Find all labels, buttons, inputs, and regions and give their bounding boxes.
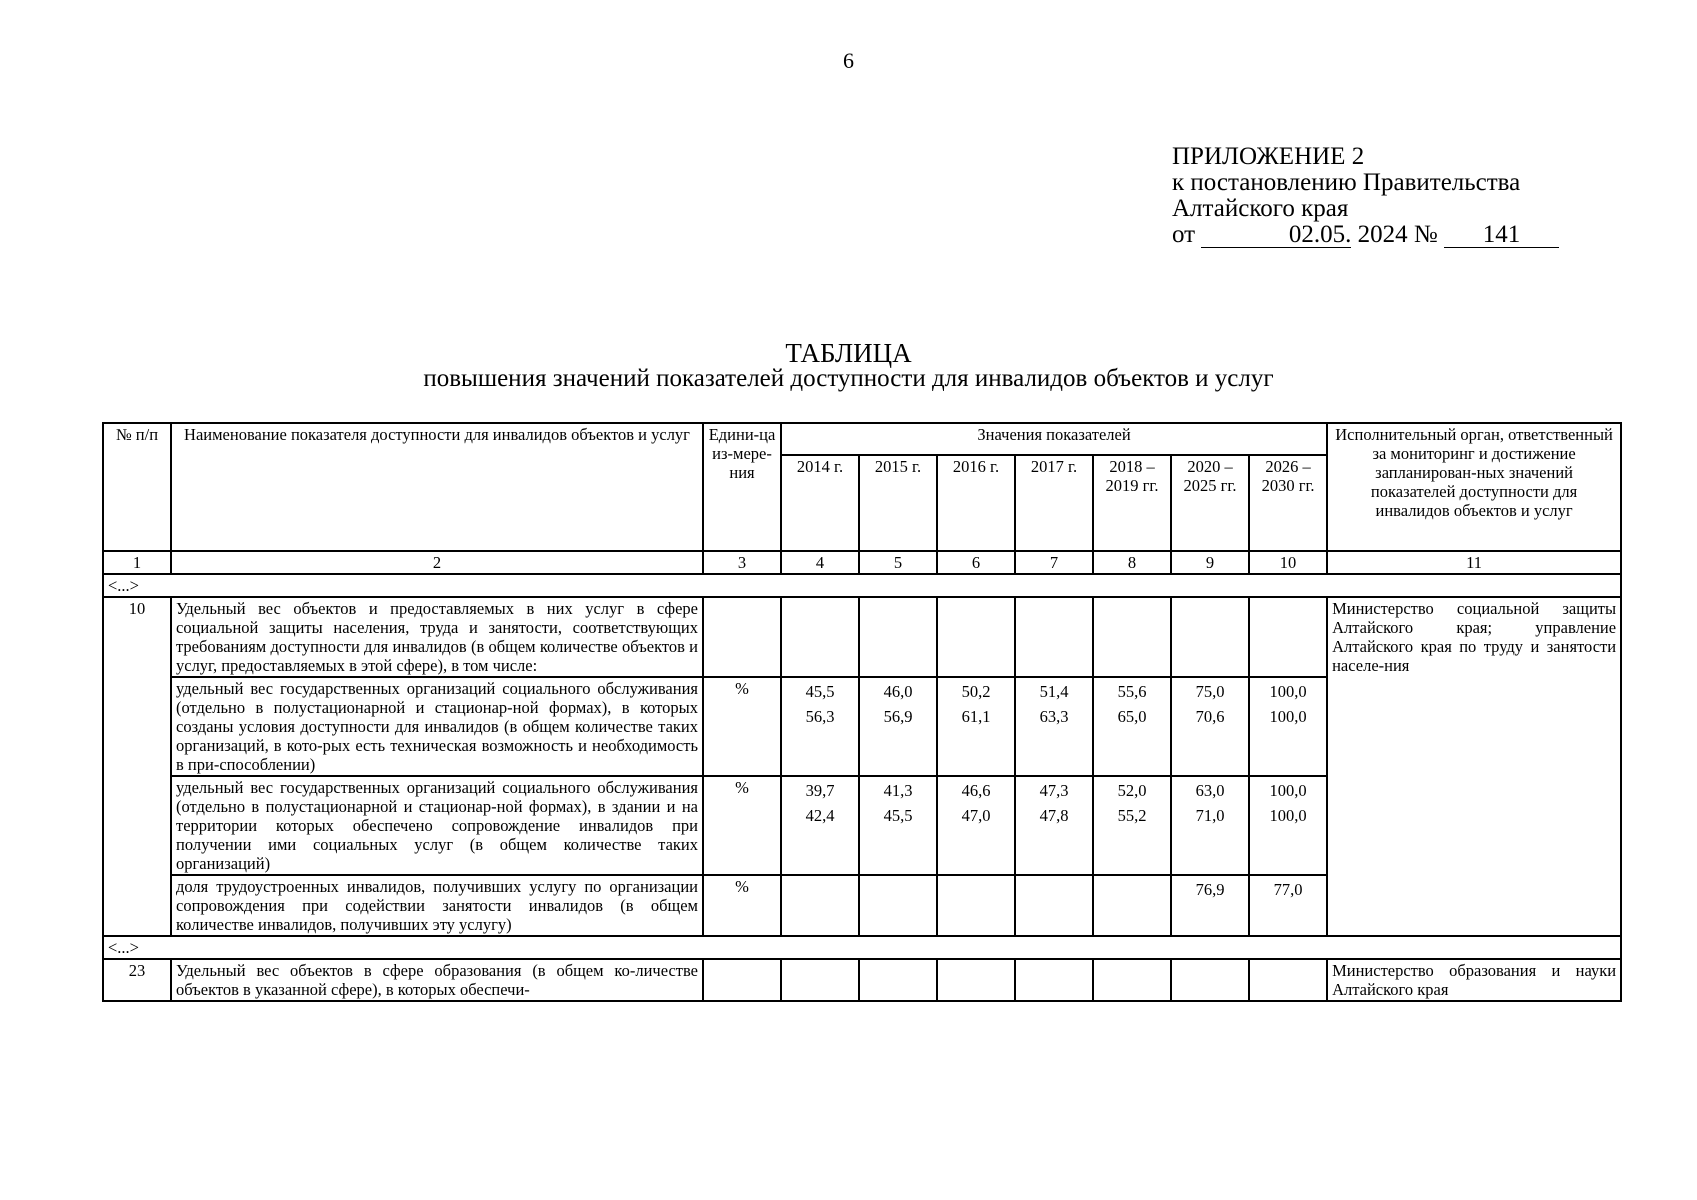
column-number: 11 (1327, 551, 1621, 574)
ellipsis-row (103, 574, 1621, 597)
value-cell: 47,3 47,8 (1015, 776, 1093, 875)
header-year: 2015 г. (859, 455, 937, 551)
indicator-name: Удельный вес объектов в сфере образования (в общем ко-личестве объектов в указанной сфере), в которых обеспечи- (171, 959, 703, 1001)
appendix-line3: Алтайского края (1172, 195, 1349, 222)
appendix-date-line (1172, 222, 1559, 248)
row-number: 23 (103, 959, 171, 1001)
value-cell: 45,5 56,3 (781, 677, 859, 776)
unit-cell: % (703, 776, 781, 875)
header-num: № п/п (103, 423, 171, 551)
unit-cell: % (703, 677, 781, 776)
value-cell: 46,6 47,0 (937, 776, 1015, 875)
unit-cell: % (703, 875, 781, 936)
appendix-title: ПРИЛОЖЕНИЕ 2 (1172, 143, 1365, 170)
table-subtitle: повышения значений показателей доступности для инвалидов объектов и услуг (423, 365, 1274, 392)
column-number: 10 (1249, 551, 1327, 574)
executor-cell: Министерство образования и науки Алтайского края (1327, 959, 1621, 1001)
indicator-name: удельный вес государственных организаций социального обслуживания (отдельно в полустационарной и стационар-ной формах), в здании и на территории которых обеспечено сопровождение инвалидов при получении ими социальных услуг (в общем количестве таких организаций) (171, 776, 703, 875)
value-cell: 63,0 71,0 (1171, 776, 1249, 875)
indicators-table (102, 422, 1622, 1002)
decree-date: 02.05. (1201, 223, 1351, 248)
value-cell: 41,3 45,5 (859, 776, 937, 875)
row-number: 10 (103, 597, 171, 936)
header-year: 2017 г. (1015, 455, 1093, 551)
header-executor: Исполнительный орган, ответственный за мониторинг и достижение запланирован-ных значений показателей доступности для инвалидов объектов и услуг (1327, 423, 1621, 551)
header-values-group: Значения показателей (781, 423, 1327, 455)
appendix-line2: к постановлению Правительства (1172, 169, 1521, 196)
column-number: 6 (937, 551, 1015, 574)
from-label: от (1172, 221, 1196, 248)
column-number: 8 (1093, 551, 1171, 574)
header-year: 2014 г. (781, 455, 859, 551)
decree-year: 2024 (1357, 221, 1408, 248)
header-year: 2018 – 2019 гг. (1093, 455, 1171, 551)
column-number: 9 (1171, 551, 1249, 574)
header-year: 2020 – 2025 гг. (1171, 455, 1249, 551)
value-cell: 50,2 61,1 (937, 677, 1015, 776)
indicator-name: Удельный вес объектов и предоставляемых в них услуг в сфере социальной защиты населения, труда и занятости, соответствующих требованиям доступности для инвалидов (в общем количестве объектов и услуг, предоставляемых в этой сфере), в том числе: (171, 597, 703, 677)
value-cell: 46,0 56,9 (859, 677, 937, 776)
value-cell: 77,0 (1249, 875, 1327, 936)
appendix-block (1172, 144, 1559, 248)
ellipsis-row (103, 936, 1621, 959)
value-cell: 100,0 100,0 (1249, 776, 1327, 875)
table-row (103, 597, 1621, 677)
value-cell: 39,7 42,4 (781, 776, 859, 875)
column-number: 4 (781, 551, 859, 574)
indicator-name: удельный вес государственных организаций социального обслуживания (отдельно в полустационарной и стационар-ной формах), в которых созданы условия доступности для инвалидов (в общем количестве таких организаций, в кото-рых есть техническая возможность и необходимость в при-способлении) (171, 677, 703, 776)
header-row-1 (103, 423, 1621, 455)
header-year: 2016 г. (937, 455, 1015, 551)
column-number: 3 (703, 551, 781, 574)
column-number: 5 (859, 551, 937, 574)
indicator-name: доля трудоустроенных инвалидов, получивших услугу по организации сопровождения при содействии занятости инвалидов (в общем количестве инвалидов, получивших эту услугу) (171, 875, 703, 936)
value-cell (1093, 875, 1171, 936)
value-cell (1015, 875, 1093, 936)
value-cell: 55,6 65,0 (1093, 677, 1171, 776)
value-cell (859, 875, 937, 936)
value-cell: 75,0 70,6 (1171, 677, 1249, 776)
column-number: 2 (171, 551, 703, 574)
column-numbers-row (103, 551, 1621, 574)
ellipsis: <...> (103, 936, 1621, 959)
number-sign: № (1413, 221, 1438, 248)
table-row (103, 959, 1621, 1001)
value-cell: 100,0 100,0 (1249, 677, 1327, 776)
page-number: 6 (843, 48, 854, 73)
header-year: 2026 – 2030 гг. (1249, 455, 1327, 551)
value-cell: 51,4 63,3 (1015, 677, 1093, 776)
header-name: Наименование показателя доступности для инвалидов объектов и услуг (171, 423, 703, 551)
column-number: 1 (103, 551, 171, 574)
header-unit: Едини-ца из-мере-ния (703, 423, 781, 551)
value-cell: 76,9 (1171, 875, 1249, 936)
value-cell (937, 875, 1015, 936)
executor-cell: Министерство социальной защиты Алтайского края; управление Алтайского края по труду и занятости населе-ния (1327, 597, 1621, 936)
ellipsis: <...> (103, 574, 1621, 597)
value-cell (781, 875, 859, 936)
value-cell: 52,0 55,2 (1093, 776, 1171, 875)
decree-number: 141 (1444, 223, 1559, 248)
column-number: 7 (1015, 551, 1093, 574)
table-title: ТАБЛИЦА (785, 338, 912, 368)
